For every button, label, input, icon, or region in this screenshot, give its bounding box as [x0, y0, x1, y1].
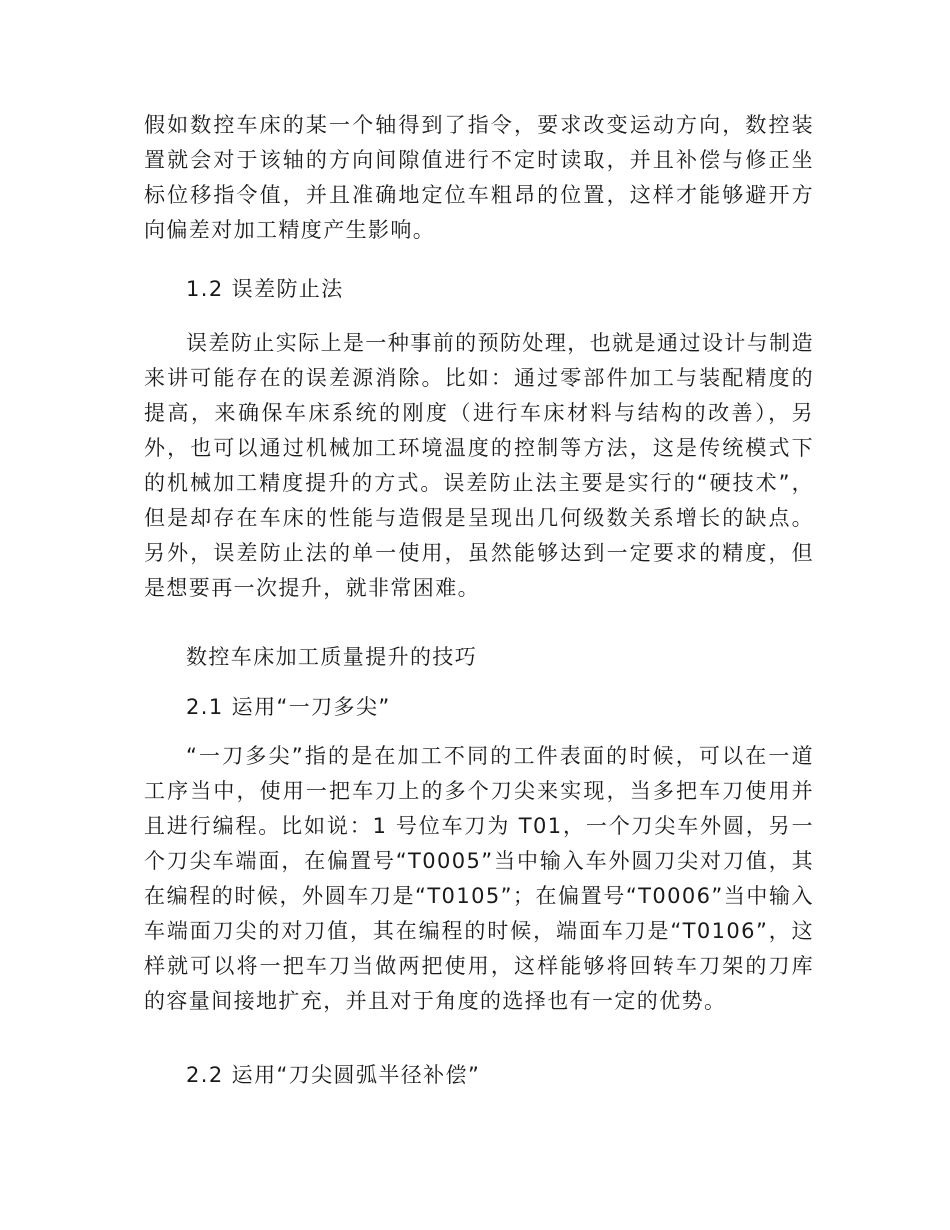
paragraph-direction-backlash: 假如数控车床的某一个轴得到了指令，要求改变运动方向，数控装置就会对于该轴的方向间隙值进行不定时读取，并且补偿与修正坐标位移指令值，并且准确地定位车粗昂的位置，这样才能够避开方向偏差对加工精度产生影响。: [144, 113, 814, 242]
paragraph-multi-tip-tool: “一刀多尖”指的是在加工不同的工件表面的时候，可以在一道工序当中，使用一把车刀上的多个刀尖来实现，当多把车刀使用并且进行编程。比如说：1 号位车刀为 T01，一个刀尖车外圆，另一个刀尖车端面，在偏置号“T0005”当中输入车外圆刀尖对刀值，其在编程的时候，外圆车刀是“T0105”；在偏置号“T0006”当中输入车端面刀尖的对刀值，其在编程的时候，端面车刀是“T0106”，这样就可以将一把车刀当做两把使用，这样能够将回转车刀架的刀库的容量间接地扩充，并且对于角度的选择也有一定的优势。: [144, 744, 814, 1013]
section-heading-2-2: 2.2 运用“刀尖圆弧半径补偿”: [186, 1063, 481, 1087]
section-heading-2: 数控车床加工质量提升的技巧: [186, 645, 478, 669]
paragraph-error-prevention: 误差防止实际上是一种事前的预防处理，也就是通过设计与制造来讲可能存在的误差源消除。比如：通过零部件加工与装配精度的提高，来确保车床系统的刚度（进行车床材料与结构的改善），另外，也可以通过机械加工环境温度的控制等方法，这是传统模式下的机械加工精度提升的方式。误差防止法主要是实行的“硬技术”，但是却存在车床的性能与造假是呈现出几何级数关系增长的缺点。另外，误差防止法的单一使用，虽然能够达到一定要求的精度，但是想要再一次提升，就非常困难。: [144, 331, 814, 600]
section-heading-2-1: 2.1 运用“一刀多尖”: [186, 695, 391, 719]
section-heading-1-2: 1.2 误差防止法: [186, 277, 344, 301]
